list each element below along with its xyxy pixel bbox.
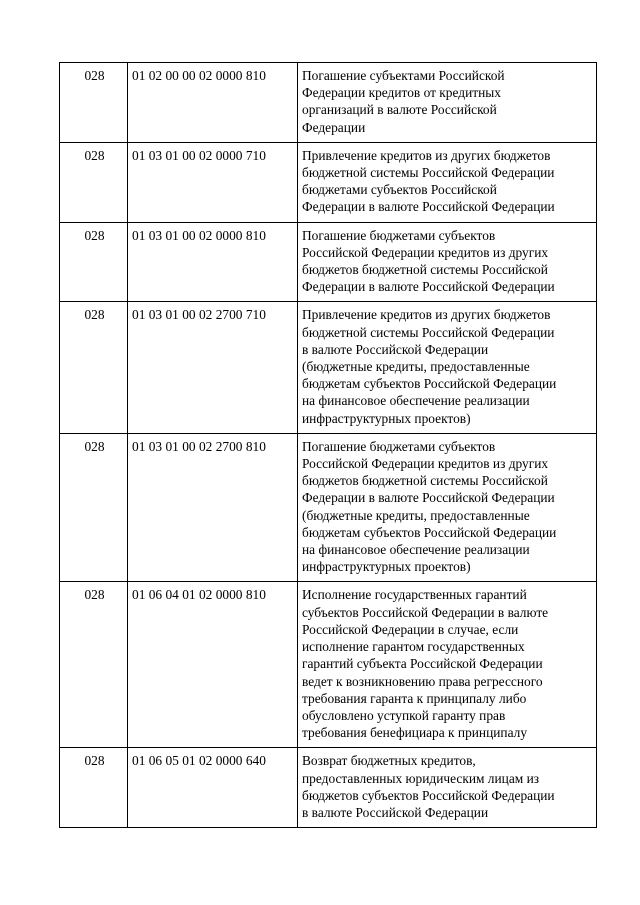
source-name-line: требования бенефициара к принципалу <box>302 725 528 741</box>
source-name-line: бюджетной системы Российской Федерации <box>302 165 555 181</box>
source-name-line: требования гаранта к принципалу либо <box>302 690 527 706</box>
table-row <box>60 748 597 828</box>
source-name-line: предоставленных юридическим лицам из <box>302 770 540 786</box>
source-name-line: бюджетами субъектов Российской <box>302 182 497 198</box>
source-name-cell <box>298 63 597 143</box>
source-name-line: (бюджетные кредиты, предоставленные <box>302 507 530 523</box>
source-name-line: Погашение бюджетами субъектов <box>302 438 496 454</box>
source-name-line: на финансовое обеспечение реализации <box>302 542 530 558</box>
source-name-cell <box>298 748 597 828</box>
source-name-line: бюджетов субъектов Российской Федерации <box>302 787 555 803</box>
source-name-line: инфраструктурных проектов) <box>302 410 471 426</box>
source-name-cell <box>298 222 597 302</box>
source-name-line: бюджетов бюджетной системы Российской <box>302 262 548 278</box>
source-name-line: Федерации в валюте Российской Федерации <box>302 279 555 295</box>
source-name-line: бюджетам субъектов Российской Федерации <box>302 524 557 540</box>
table-row <box>60 222 597 302</box>
source-name-line: Привлечение кредитов из других бюджетов <box>302 147 551 163</box>
source-name-line: Привлечение кредитов из других бюджетов <box>302 307 551 323</box>
kbk-code-cell: 01 03 01 00 02 2700 710 <box>128 302 298 433</box>
source-name-line: Федерации кредитов от кредитных <box>302 85 501 101</box>
source-name-line: (бюджетные кредиты, предоставленные <box>302 359 530 375</box>
admin-code-cell: 028 <box>60 433 128 582</box>
table-row <box>60 63 597 143</box>
source-name-line: Исполнение государственных гарантий <box>302 587 527 603</box>
admin-code-cell: 028 <box>60 142 128 222</box>
source-name-line: бюджетам субъектов Российской Федерации <box>302 376 557 392</box>
source-name-line: Погашение субъектами Российской <box>302 68 505 83</box>
table-body <box>60 63 597 828</box>
budget-sources-table <box>59 62 597 828</box>
kbk-code-cell: 01 02 00 00 02 0000 810 <box>128 63 298 143</box>
source-name-cell <box>298 302 597 433</box>
source-name-line: бюджетов бюджетной системы Российской <box>302 473 548 489</box>
source-name-line: в валюте Российской Федерации <box>302 804 489 820</box>
source-name-line: исполнение гарантом государственных <box>302 639 525 655</box>
admin-code-cell: 028 <box>60 582 128 748</box>
admin-code-cell: 028 <box>60 222 128 302</box>
kbk-code-cell: 01 06 05 01 02 0000 640 <box>128 748 298 828</box>
source-name-line: обусловлено уступкой гаранту прав <box>302 707 506 723</box>
table-row <box>60 302 597 433</box>
source-name-line: гарантий субъекта Российской Федерации <box>302 656 543 672</box>
source-name-line: Федерации в валюте Российской Федерации <box>302 199 555 215</box>
source-name-line: на финансовое обеспечение реализации <box>302 393 530 409</box>
table-row <box>60 433 597 582</box>
source-name-line: инфраструктурных проектов) <box>302 559 471 575</box>
kbk-code-cell: 01 03 01 00 02 0000 710 <box>128 142 298 222</box>
source-name-line: Федерации в валюте Российской Федерации <box>302 490 555 506</box>
kbk-code-cell: 01 06 04 01 02 0000 810 <box>128 582 298 748</box>
admin-code-cell: 028 <box>60 748 128 828</box>
source-name-line: Федерации <box>302 119 366 135</box>
source-name-cell <box>298 142 597 222</box>
source-name-cell <box>298 433 597 582</box>
kbk-code-cell: 01 03 01 00 02 2700 810 <box>128 433 298 582</box>
source-name-line: организаций в валюте Российской <box>302 102 497 118</box>
table-row <box>60 142 597 222</box>
source-name-line: Российской Федерации в случае, если <box>302 621 519 637</box>
source-name-line: ведет к возникновению права регрессного <box>302 673 543 689</box>
source-name-line: в валюте Российской Федерации <box>302 341 489 357</box>
admin-code-cell: 028 <box>60 302 128 433</box>
source-name-line: Российской Федерации кредитов из других <box>302 456 549 472</box>
source-name-line: Возврат бюджетных кредитов, <box>302 753 476 769</box>
source-name-line: субъектов Российской Федерации в валюте <box>302 604 549 620</box>
source-name-line: Погашение бюджетами субъектов <box>302 227 496 243</box>
source-name-line: бюджетной системы Российской Федерации <box>302 324 555 340</box>
source-name-line: Российской Федерации кредитов из других <box>302 244 549 260</box>
admin-code-cell: 028 <box>60 63 128 143</box>
kbk-code-cell: 01 03 01 00 02 0000 810 <box>128 222 298 302</box>
table-row <box>60 582 597 748</box>
source-name-cell <box>298 582 597 748</box>
